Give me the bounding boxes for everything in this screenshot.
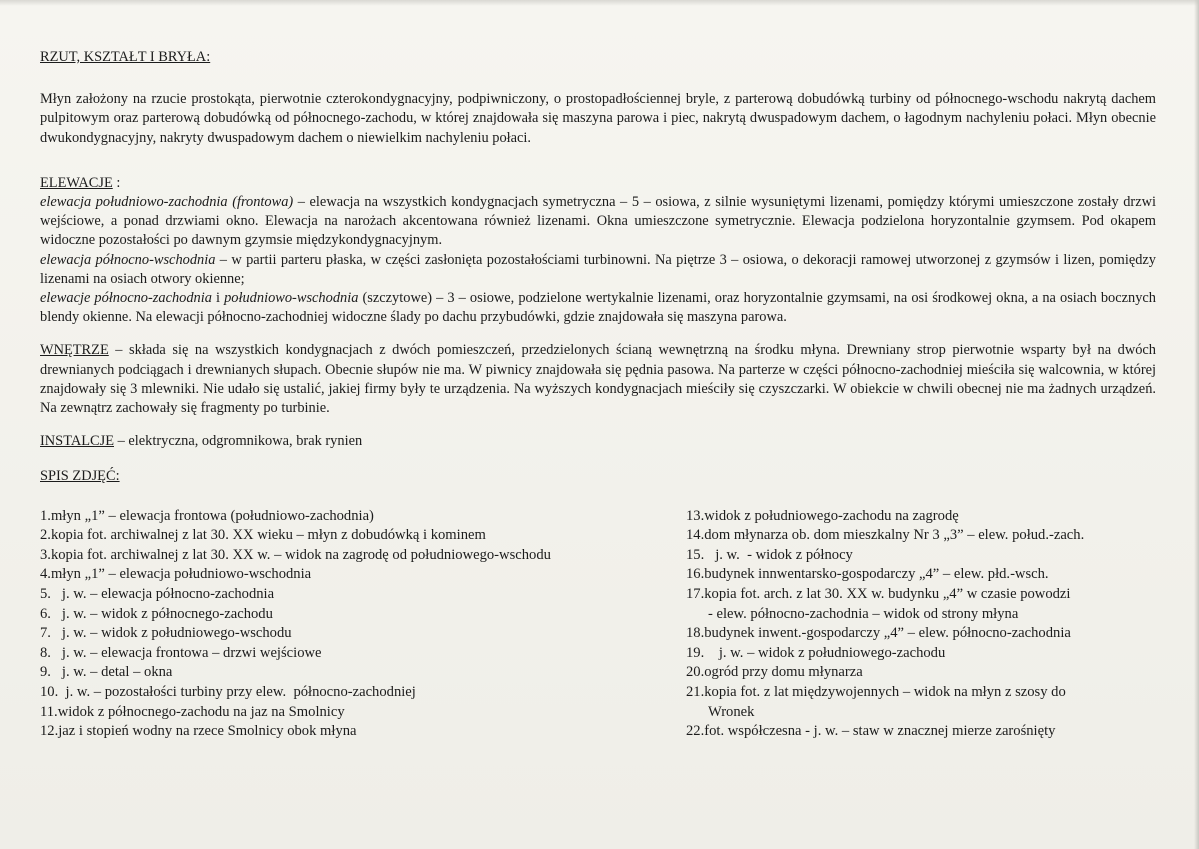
photo-list-item: 22.fot. współczesna - j. w. – staw w znacznej mierze zarośnięty: [686, 723, 1056, 740]
photo-list-item: 10. j. w. – pozostałości turbiny przy elew. północno-zachodniej: [40, 684, 416, 700]
section-heading-spis-line: [40, 467, 1156, 486]
photo-list-right: [686, 507, 1156, 742]
section-heading-spis: SPIS ZDJĘĆ:: [40, 468, 120, 485]
photo-list-item: 7. j. w. – widok z południowego-wschodu: [40, 625, 292, 642]
elewacja-label: elewacje północno-zachodnia: [40, 290, 212, 307]
section-wnetrze: [40, 341, 1156, 418]
section-heading-wnetrze: WNĘTRZE: [40, 342, 109, 359]
section-body-wnetrze: – składa się na wszystkich kondygnacjach z dwóch pomieszczeń, przedzielonych ścianą wewnętrzną na środku młyna. Drewniany strop pierwotnie wsparty był na dwóch drewnianych podciągach i drewnianych słupach. Obecnie słupów nie ma. W piwnicy znajdowała się pędnia pasowa. Na parterze w części północno-zachodniej mieściła się walcownia, w której znajdowały się 3 mlewniki. Nie udało się ustalić, jakiej firmy były te urządzenia. Na wyższych kondygnacjach mieściły się czyszczarki. W obiekcie w chwili obecnej nie ma żadnych urządzeń. Na zewnątrz zachowały się fragmenty po turbinie.: [40, 342, 1156, 417]
photo-list-item: 1.młyn „1” – elewacja frontowa (południowo-zachodnia): [40, 507, 374, 524]
elewacja-text: – w partii parteru płaska, w części zasłonięta pozostałościami turbinowni. Na piętrze 3 – osiowa, o dekoracji ramowej utworzonej z gzymsów i lizen, pomiędzy lizenami na osiach otwory okienne;: [40, 251, 1156, 287]
photo-list-item: 17.kopia fot. arch. z lat 30. XX w. budynku „4” w czasie powodzi: [686, 586, 1071, 603]
photo-list: [40, 507, 1156, 742]
section-heading-rzut: RZUT, KSZTAŁT I BRYŁA:: [40, 49, 211, 65]
photo-list-item: 11.widok z północnego-zachodu na jaz na Smolnicy: [40, 703, 345, 720]
section-elewacje: [40, 174, 1156, 328]
elewacja-label: elewacja południowo-zachodnia (frontowa): [40, 194, 294, 211]
elewacja-item: [40, 251, 1156, 289]
photo-list-item: 3.kopia fot. archiwalnej z lat 30. XX w. – widok na zagrodę od południowego-wschodu: [40, 546, 551, 563]
section-heading-elewacje-suffix: :: [112, 174, 121, 191]
photo-list-item: 15. j. w. - widok z północy: [686, 546, 853, 563]
photo-list-item: 20.ogród przy domu młynarza: [686, 664, 863, 681]
photo-list-item: 12.jaz i stopień wodny na rzece Smolnicy obok młyna: [40, 723, 357, 740]
photo-list-item: 18.budynek inwent.-gospodarczy „4” – elew. północno-zachodnia: [686, 625, 1071, 642]
section-heading-instalacje: INSTALCJE: [40, 433, 114, 450]
elewacja-label-second: południowo-wschodnia: [224, 290, 359, 307]
section-text-instalacje: [40, 432, 1156, 451]
photo-list-item: 13.widok z południowego-zachodu na zagrodę: [686, 507, 959, 524]
section-rzut: [40, 48, 1156, 148]
photo-list-item: 16.budynek innwentarsko-gospodarczy „4” – elew. płd.-wsch.: [686, 566, 1049, 583]
photo-list-item: 14.dom młynarza ob. dom mieszkalny Nr 3 „3” – elew. połud.-zach.: [686, 527, 1085, 544]
elewacja-text: (szczytowe) – 3 – osiowe, podzielone wertykalnie lizenami, oraz horyzontalnie gzymsami, na osi środkowej okna, a na osiach bocznych blendy okienne. Na elewacji północno-zachodniej widoczne ślady po dachu przybudówki, gdzie znajdowała się maszyna parowa.: [40, 290, 1156, 326]
elewacja-text: – elewacja na wszystkich kondygnacjach symetryczna – 5 – osiowa, z silnie wysuniętymi lizenami, pomiędzy którymi umieszczone zostały drzwi wejściowe, a ponad drzwiami okno. Elewacja na narożach akcentowana również lizenami. Okna umieszczone symetrycznie. Elewacja podzielona horyzontalnie gzymsem. Pod okapem widoczne pozostałości po dawnym gzymsie międzykondygnacyjnym.: [40, 194, 1156, 249]
scan-edge-right: [1194, 0, 1199, 849]
photo-list-item-continuation: - elew. północno-zachodnia – widok od strony młyna: [708, 605, 1019, 622]
photo-list-item: 19. j. w. – widok z południowego-zachodu: [686, 644, 946, 661]
document-content: [40, 48, 1156, 742]
section-text-rzut: Młyn założony na rzucie prostokąta, pierwotnie czterokondygnacyjny, podpiwniczony, o prostopadłościennej bryle, z parterową dobudówką turbiny od północnego-wschodu nakrytą dachem pulpitowym oraz parterową dobudówką od północnego-zachodu, w której znajdowała się maszyna parowa i piec, nakrytą dwuspadowym dachem, o łagodnym nachyleniu połaci. Młyn obecnie dwukondygnacyjny, nakryty dwuspadowym dachem o niewielkim nachyleniu połaci.: [40, 91, 1156, 146]
elewacja-item: [40, 193, 1156, 251]
scan-edge-top: [0, 0, 1199, 6]
photo-list-item: 5. j. w. – elewacja północno-zachodnia: [40, 586, 275, 603]
photo-list-item: 9. j. w. – detal – okna: [40, 664, 173, 681]
section-heading-elewacje-line: [40, 174, 1156, 193]
elewacja-item: [40, 289, 1156, 327]
photo-list-item-continuation: Wronek: [708, 703, 755, 720]
elewacja-label-connector: i: [211, 290, 225, 307]
section-body-instalacje: – elektryczna, odgromnikowa, brak rynien: [114, 433, 363, 450]
photo-list-item: 6. j. w. – widok z północnego-zachodu: [40, 605, 273, 622]
photo-list-left: [40, 507, 680, 742]
section-instalacje: [40, 432, 1156, 451]
elewacja-label: elewacja północno-wschodnia: [40, 251, 216, 268]
photo-list-item: 4.młyn „1” – elewacja południowo-wschodnia: [40, 566, 312, 583]
photo-list-item: 8. j. w. – elewacja frontowa – drzwi wejściowe: [40, 644, 322, 661]
photo-list-item: 2.kopia fot. archiwalnej z lat 30. XX wieku – młyn z dobudówką i kominem: [40, 527, 486, 544]
section-heading-elewacje: ELEWACJE: [40, 174, 113, 191]
section-text-wnetrze: [40, 341, 1156, 418]
photo-list-item: 21.kopia fot. z lat międzywojennych – widok na młyn z szosy do: [686, 684, 1066, 700]
